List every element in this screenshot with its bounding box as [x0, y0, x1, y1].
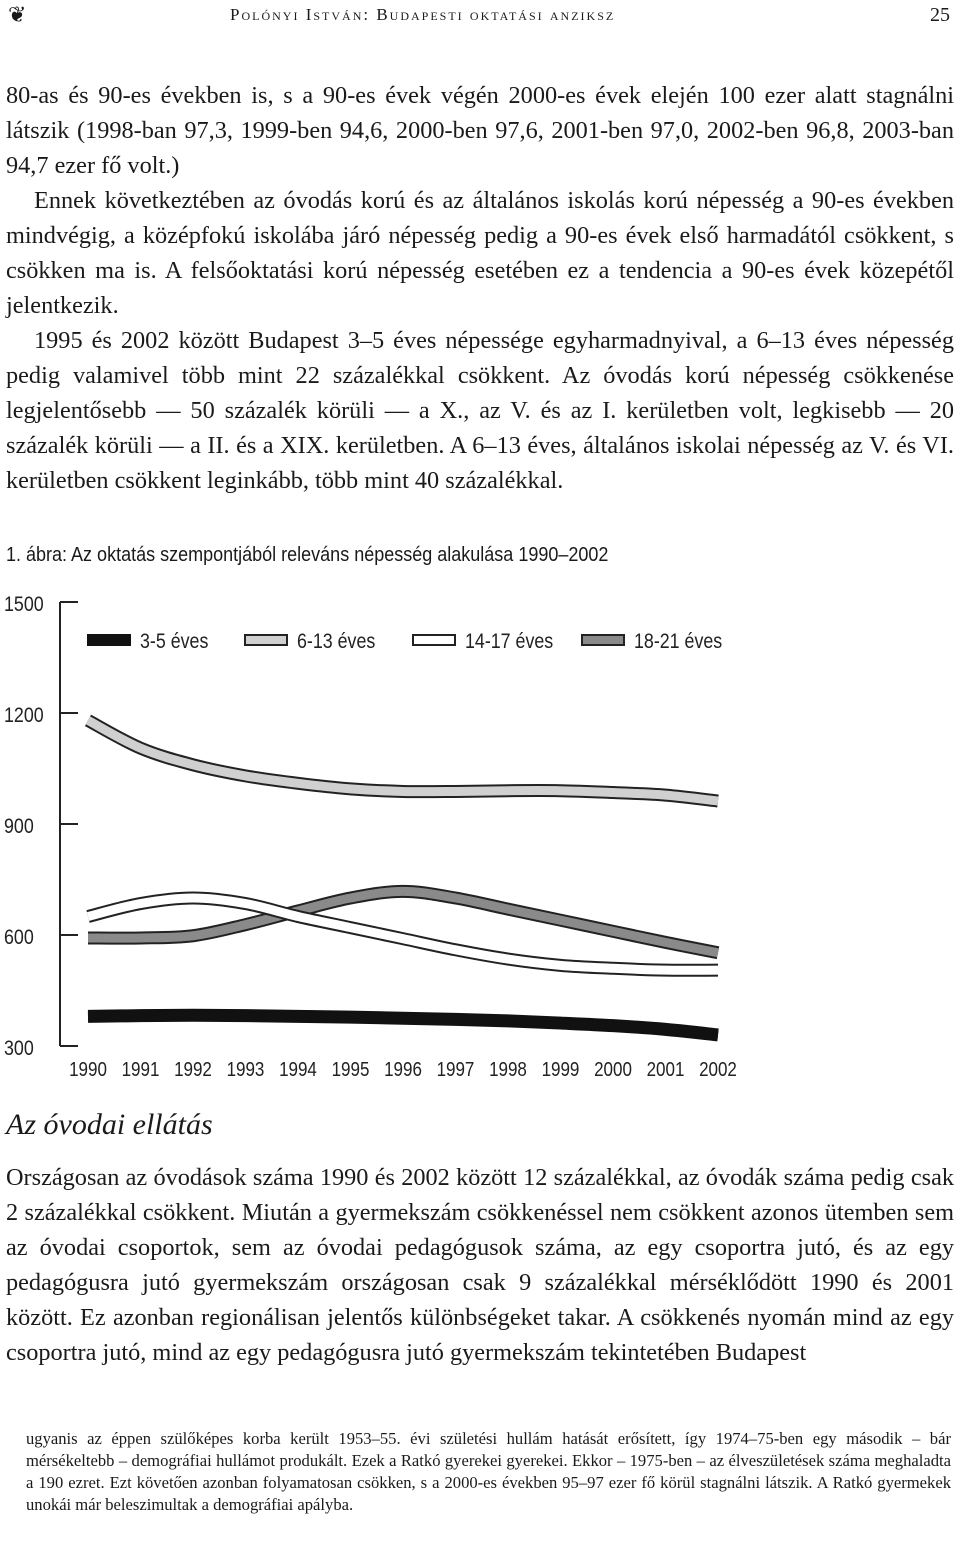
y-tick-label: 1200	[4, 703, 44, 728]
x-tick-label: 1991	[121, 1057, 160, 1081]
x-tick-label: 1997	[436, 1057, 475, 1081]
x-tick-label: 1999	[541, 1057, 580, 1081]
x-tick-label: 2002	[699, 1057, 737, 1081]
y-tick-label: 1500	[4, 592, 44, 617]
page-number: 25	[930, 4, 950, 26]
x-tick-label: 1992	[174, 1057, 212, 1081]
section-heading: Az óvodai ellátás	[6, 1108, 213, 1141]
fleuron-icon: ❦	[8, 2, 27, 27]
page-header	[0, 0, 960, 40]
x-tick-label: 1996	[384, 1057, 422, 1081]
legend-label: 3-5 éves	[140, 629, 209, 654]
legend-swatch	[582, 635, 624, 645]
paragraph: 80-as és 90-es években is, s a 90-es évek végén 2000-es évek elején 100 ezer alatt stagnálni látszik (1998-ban 97,3, 1999-ben 94,6, 2000-ben 97,6, 2001-ben 97,0, 2002-ben 96,8, 2003-ban 94,7 ezer fő volt.)	[6, 82, 954, 179]
legend-label: 18-21 éves	[634, 629, 723, 654]
x-tick-label: 1990	[69, 1057, 107, 1081]
x-tick-label: 2001	[646, 1057, 685, 1081]
footnote-text: ugyanis az éppen szülőképes korba került 1953–55. évi születési hullám hatását erősített, így 1974–75-ben egy második – bár mérsékeltebb – demográfiai hullámot produkált. Ezek a Ratkó gyerekei gyerekei. Ekkor – 1975-ben – az élveszületések száma meghaladta a 190 ezret. Ezt követően azonban folyamatosan csökken, s a 2000-es években 95–97 ezer fő körül stagnálni látszik. A Ratkó gyermekek unokái már beleszimultak a demográfiai apályba.	[26, 1429, 951, 1514]
figure-caption: 1. ábra: Az oktatás szempontjából releváns népesség alakulása 1990–2002	[6, 544, 609, 566]
x-tick-label: 2000	[594, 1057, 632, 1081]
x-tick-label: 1998	[489, 1057, 527, 1081]
y-tick-label: 300	[4, 1036, 34, 1061]
section-text	[6, 1160, 954, 1370]
x-tick-label: 1993	[226, 1057, 265, 1081]
running-title: Polónyi István: Budapesti oktatási anziksz	[230, 5, 616, 24]
footnote	[26, 1428, 951, 1516]
legend-label: 14-17 éves	[465, 629, 554, 654]
legend-swatch	[88, 635, 130, 645]
paragraph: Ennek következtében az óvodás korú és az általános iskolás korú népesség a 90-es években mindvégig, a középfokú iskolába járó népesség pedig a 90-es évek első harmadától csökkent, s csökken ma is. A felsőoktatási korú népesség esetében ez a tendencia a 90-es évek közepétől jelentkezik.	[6, 187, 954, 319]
legend-swatch	[413, 635, 455, 645]
x-tick-label: 1995	[331, 1057, 370, 1081]
legend-swatch	[245, 635, 287, 645]
paragraph: Országosan az óvodások száma 1990 és 2002 között 12 százalékkal, az óvodák száma pedig csak 2 százalékkal csökkent. Miután a gyermekszám csökkenéssel nem csökkent azonos ütemben sem az óvodai csoportok, sem az óvodai pedagógusok száma, az egy csoportra jutó, és az egy pedagógusra jutó gyermekszám országosan csak 9 százalékkal mérséklődött 1990 és 2001 között. Ez azonban regionálisan jelentős különbségeket takar. A csökkenés nyomán mind az egy csoportra jutó, mind az egy pedagógusra jutó gyermekszám tekintetében Budapest	[6, 1164, 954, 1366]
paragraph: 1995 és 2002 között Budapest 3–5 éves népessége egyharmadnyival, a 6–13 éves népesség pedig valamivel több mint 22 százalékkal csökkent. Az óvodás korú népesség csökkenése legjelentősebb — 50 százalék körüli — a X., az V. és az I. kerületben volt, legkisebb — 20 százalék körüli — a II. és a XIX. kerületben. A 6–13 éves, általános iskolai népesség az V. és VI. kerületben csökkent leginkább, több mint 40 százalékkal.	[6, 327, 954, 494]
y-tick-label: 900	[4, 814, 34, 839]
legend-label: 6-13 éves	[297, 629, 376, 654]
population-line-chart	[0, 585, 960, 1085]
y-tick-label: 600	[4, 925, 34, 950]
series-line-1	[88, 720, 718, 801]
intro-text	[6, 78, 954, 498]
x-tick-label: 1994	[279, 1057, 317, 1081]
